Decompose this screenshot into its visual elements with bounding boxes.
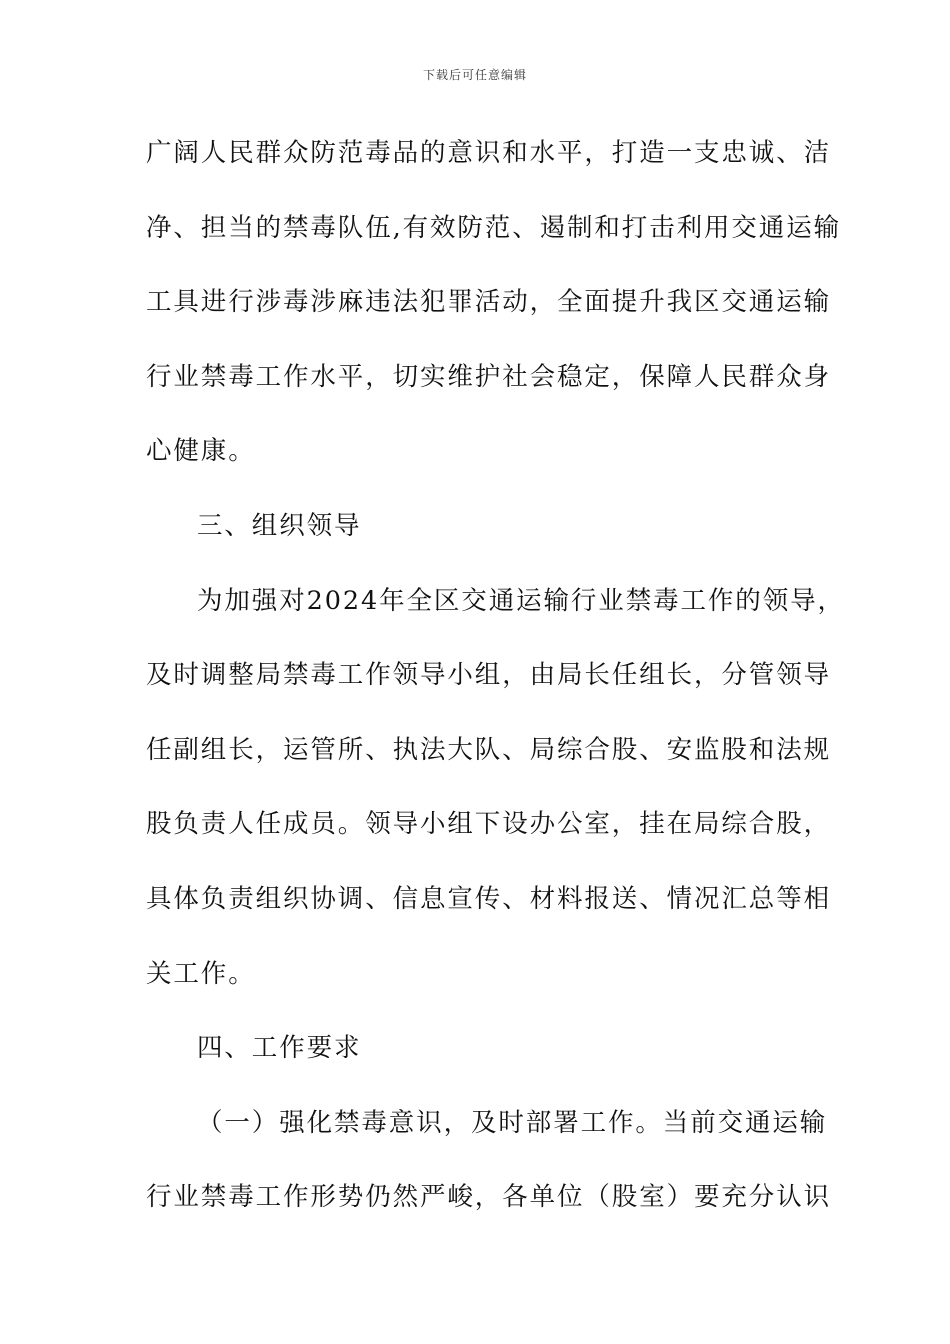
body-line: （一）强化禁毒意识，及时部署工作。当前交通运输 [197,1107,828,1138]
body-line: 心健康。 [146,436,256,467]
body-line: 行业禁毒工作形势仍然严峻，各单位（股室）要充分认识 [146,1182,832,1213]
body-line: 及时调整局禁毒工作领导小组，由局长任组长，分管领导 [146,660,832,691]
section-heading: 四、工作要求 [197,1033,362,1064]
body-line: 工具进行涉毒涉麻违法犯罪活动，全面提升我区交通运输 [146,287,832,318]
body-line: 股负责人任成员。领导小组下设办公室，挂在局综合股， [146,809,832,840]
body-line: 净、担当的禁毒队伍,有效防范、遏制和打击利用交通运输 [146,212,842,243]
body-line: 为加强对2024年全区交通运输行业禁毒工作的领导， [197,585,845,616]
section-heading: 三、组织领导 [197,510,362,541]
document-body [146,128,845,1247]
body-line: 广阔人民群众防范毒品的意识和水平，打造一支忠诚、洁 [146,138,832,168]
body-line: 行业禁毒工作水平，切实维护社会稳定，保障人民群众身 [146,361,832,392]
body-line: 关工作。 [146,958,256,989]
header-note: 下载后可任意编辑 [422,68,527,82]
body-line: 任副组长，运管所、执法大队、局综合股、安监股和法规 [146,734,832,765]
body-line: 具体负责组织协调、信息宣传、材料报送、情况汇总等相 [146,883,832,914]
